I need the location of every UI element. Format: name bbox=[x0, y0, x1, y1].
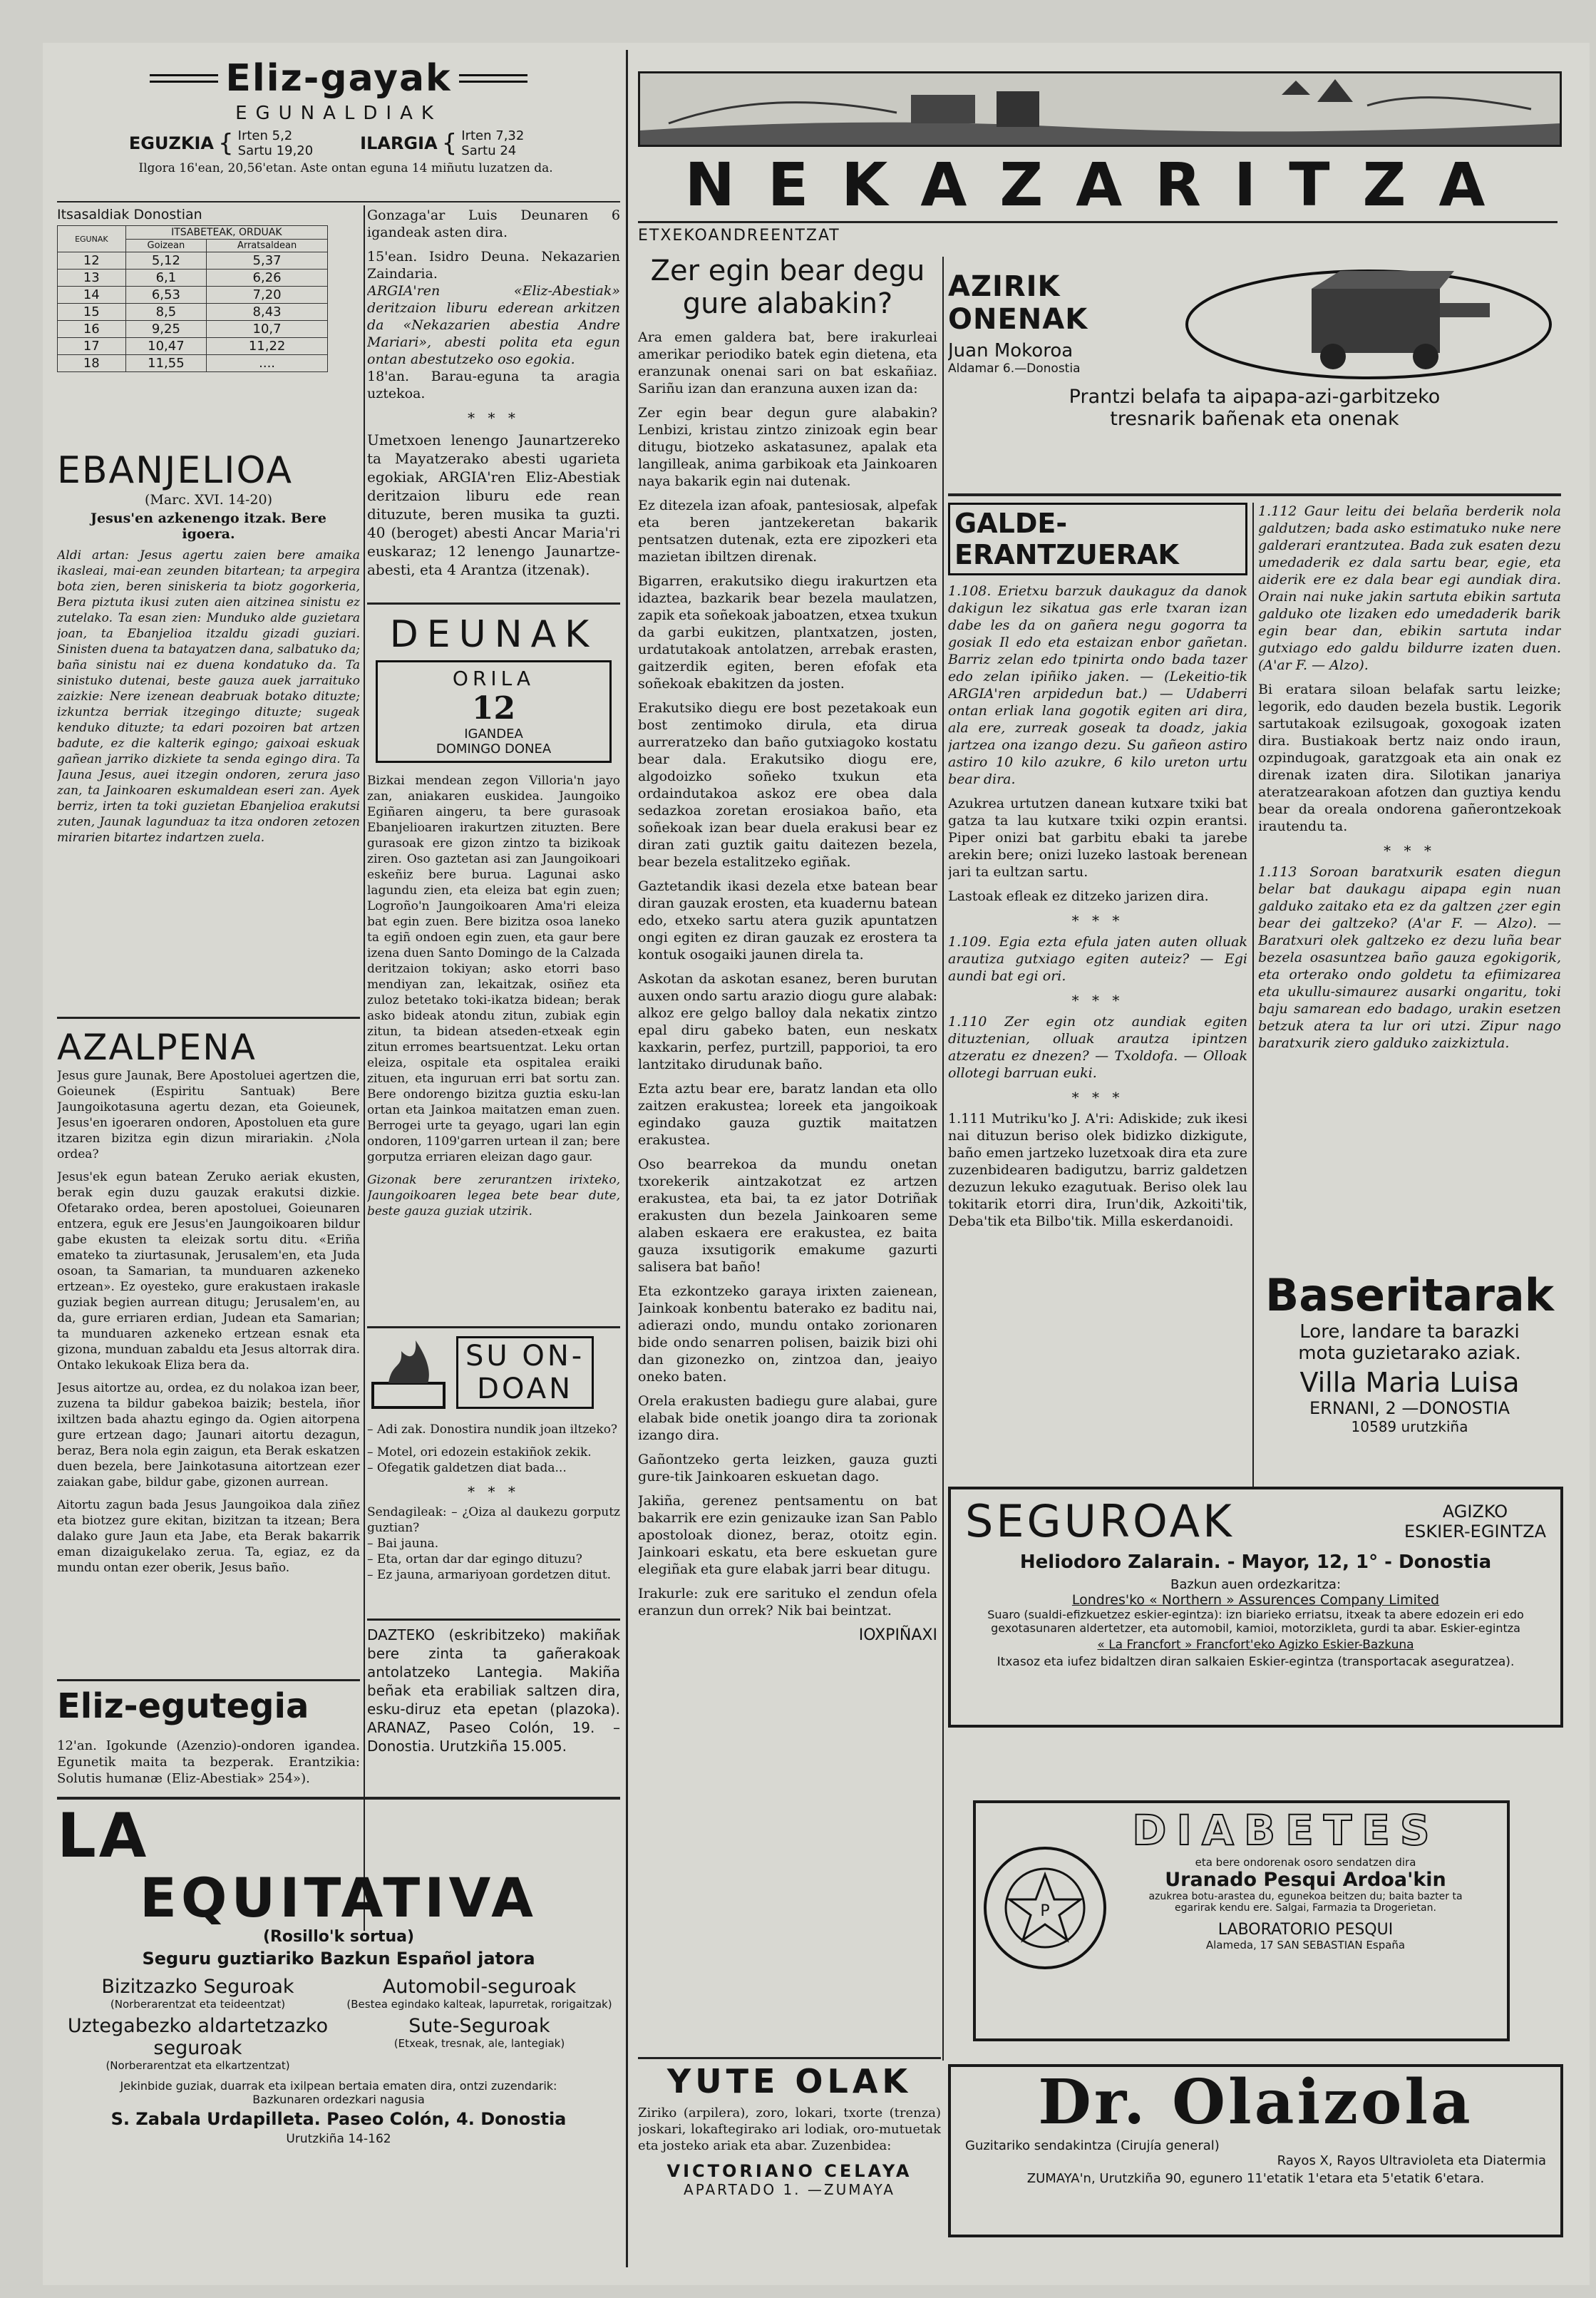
azirik-address: Aldamar 6.—Donostia bbox=[948, 361, 1081, 376]
elizgayak-section: Eliz-gayak EGUNALDIAK EGUZKIA { Irten 5,2 Sartu 19,20 ILARGIA { Irten 7,32 Sartu 24 Ilgora 16'ean, 20,56'etan. Aste ontan eguna 14 miñutu luzatzen da. bbox=[57, 57, 620, 228]
ilargia-label: ILARGIA bbox=[360, 133, 438, 153]
tide-row bbox=[58, 287, 328, 304]
suondoan-line-2: – Motel, ori edozein estakiñok zekik. bbox=[367, 1445, 592, 1460]
suondoan-box bbox=[456, 1336, 594, 1409]
azirik-ad bbox=[948, 260, 1561, 481]
yute-address: APARTADO 1. —ZUMAYA bbox=[684, 2181, 895, 2198]
eguzkia-sartu: Sartu 19,20 bbox=[237, 143, 314, 158]
seguroak-eskier: ESKIER-EGINTZA bbox=[1404, 1521, 1546, 1542]
olaizola-line-3: ZUMAYA'n, Urutzkiña 90, egunero 11'etatik 1'etara eta 5'etatik 6'etara. bbox=[1026, 2171, 1485, 2186]
elizegutegia-body: 12'an. Igokunde (Azenzio)-ondoren igandea. Egunetik maita ta bezperak. Erantzikia: Solutis humanæ (Eliz-Abestiak» 254»). bbox=[57, 1738, 360, 1786]
elizgayak-note: Ilgora 16'ean, 20,56'etan. Aste ontan eguna 14 miñutu luzatzen da. bbox=[138, 161, 553, 175]
etxekoandreentzat-label: ETXEKOANDREENTZAT bbox=[638, 227, 840, 245]
azalpena-body-2: Jesus'ek egun batean Zeruko aeriak ekusten, berak egin duzu gauzak erakutsi dizkie. Ofetarako ordea, beren apostoluei, Goieunaren entzera, eguk ere Jesus'en Jaungoikoaren bildur gabe ekusten ta eleizak sortu ditu. «Eriña emateko ta ziurtasunak, Jerusalem'en, eta Juda osoan, ta Samarian, ta munduaren azkeneko ertzean». Ez oyesteko, gure erakustaen irakasle guziak begien aurrean ditugu; Jerusalem'en, au da, gure erriaren erdian, Judean eta Samarian; ta munduaren azkeneko ertzean esnak eta gizona, munduan zabaldu eta Jesus altorrak dira. Ontako lekukoak Eliza bera da. bbox=[57, 1170, 360, 1373]
divider bbox=[57, 1797, 620, 1800]
tide-cell: 6,53 bbox=[125, 287, 207, 304]
equitativa-title: EQUITATIVA bbox=[140, 1866, 537, 1929]
tide-cell: 10,47 bbox=[125, 338, 207, 355]
seguroak-itxaso: Itxasoz eta iufez bidaltzen diran salkaien Eskier-egintza (transportacak aseguratzea). bbox=[997, 1655, 1515, 1669]
suondoan-line-1: – Adi zak. Donostira nundik joan iltzeko? bbox=[367, 1422, 618, 1437]
equitativa-tagline: Seguru guztiariko Bazkun Español jatora bbox=[142, 1949, 535, 1969]
baseritarak-line-1: Lore, landare ta barazki bbox=[1299, 1321, 1520, 1343]
tide-col-arr: Arratsaldean bbox=[207, 240, 328, 252]
tide-cell: 11,55 bbox=[125, 355, 207, 372]
equitativa-address: S. Zabala Urdapilleta. Paseo Colón, 4. Donostia bbox=[110, 2109, 567, 2129]
diabetes-address: Alameda, 17 SAN SEBASTIAN España bbox=[1205, 1939, 1406, 1951]
tide-cell: 14 bbox=[58, 287, 126, 304]
equitativa-right-2-sub: (Etxeak, tresnak, ale, lantegiak) bbox=[393, 2037, 565, 2050]
suondoan-line-3: – Ofegatik galdetzen diat bada... bbox=[367, 1461, 567, 1475]
tide-row bbox=[58, 252, 328, 270]
tide-cell: 8,5 bbox=[125, 304, 207, 321]
azirik-name: Juan Mokoroa bbox=[948, 340, 1074, 361]
article-body-9: Oso bearrekoa da mundu onetan txorekerik aintzakotzat ez artzen erakustea, eta bai, ta ez jator Dotriñak erakusten dun bezela Jainkoaren seme alaben eskaera ere erakustea, ez baita gauza ixsutigorik emakume gazurti salisera bat baño! bbox=[638, 1156, 937, 1275]
deunak-orila: ORILA bbox=[452, 667, 535, 690]
etxekoandreentzat-article bbox=[638, 227, 937, 2045]
yute-body: Ziriko (arpilera), zoro, lokari, txorte (trenza) joskari, lokaftegirako ari lodiak, oro-mutuetak eta josteko ariak eta abar. Zuzenbidea: bbox=[638, 2105, 941, 2153]
suondoan-line-4: Sendagileak: – ¿Oiza al daukezu gorputz guztian? bbox=[367, 1505, 620, 1535]
tide-cell: 5,37 bbox=[207, 252, 328, 270]
azirik-line-2: tresnarik bañenak eta onenak bbox=[1110, 408, 1399, 430]
olaizola-line-1: Guzitariko sendakintza (Cirujía general) bbox=[965, 2138, 1220, 2153]
azalpena-title: AZALPENA bbox=[57, 1027, 257, 1068]
ebanjelioa-section bbox=[57, 449, 360, 1020]
diabetes-line-2: azukrea botu-arastea du, egunekoa beitzen du; baita bazter ta egarirak kendu ere. Salgai, Farmazia ta Drogerietan. bbox=[1148, 1891, 1463, 1914]
diabetes-name: Uranado Pesqui Ardoa'kin bbox=[1165, 1869, 1446, 1891]
tide-cell: 18 bbox=[58, 355, 126, 372]
tide-cell: 5,12 bbox=[125, 252, 207, 270]
tide-cell: 13 bbox=[58, 270, 126, 287]
tide-cell: 12 bbox=[58, 252, 126, 270]
divider bbox=[638, 221, 1558, 223]
tide-row bbox=[58, 338, 328, 355]
diabetes-ad bbox=[973, 1800, 1510, 2041]
equitativa-right-2: Sute-Seguroak bbox=[408, 2015, 550, 2037]
umetzoen-text: Umetxoen lenengo Jaunartzereko ta Mayatzerako abesti ugarieta egokiak, ARGIA'ren Eliz-Abestiak deritzaion liburu ede rean dituzute, beren musika ta guzti. 40 (beroget) abesti Ancar Maria'ri euskaraz; 12 lenengo Jaunartze-abesti, eta 4 Arantza (itzenak). bbox=[367, 431, 620, 578]
ebanjelioa-head: Jesus'en azkenengo itzak. Bere igoera. bbox=[91, 511, 326, 542]
tide-cell: 6,26 bbox=[207, 270, 328, 287]
ebanjelioa-title: EBANJELIOA bbox=[57, 449, 294, 492]
tide-cell: .... bbox=[207, 355, 328, 372]
seguroak-address: Heliodoro Zalarain. - Mayor, 12, 1° - Donostia bbox=[1019, 1551, 1492, 1573]
diabetes-title: DIABETES bbox=[1132, 1806, 1440, 1855]
equitativa-note-2: Bazkunaren ordezkari nagusia bbox=[252, 2093, 425, 2106]
olaizola-ad bbox=[948, 2064, 1563, 2237]
galde-q1112: 1.112 Gaur leitu dei belaña berderik nola galdutzen; bada asko estimatuko nuke nere galderari erantzutea. Bada zuk esaten dezu umedaderik ez dala sartu bear, egie, eta aiderik ere ez dala bear egi aundiak dira. Orain nai nuke jakin sartuta ebikin sartuta galduko ote lizaken edo umedaderik barik egin bear dan, ebikin sartuta indar gutxiago edo galdu bildurre izaten duen. (A'ar F. — Alzo). bbox=[1258, 503, 1561, 673]
galde-column-left: GALDE-ERANTZUERAK 1.108. Erietxu barzuk daukaguz da danok dakigun lez sikatua gas erle txaran izan dabe les da on gañera negu gogorra ta gosiak Il edo eta estaizan enbor gañetan. Barriz zelan edo tpinirta ondo bada tazer edo zelan ipiñiko jaken. — (Lekeitio-tik ARGIA'ren arpidedun bat.) — Udaberri ontan erliak lana gogotik egiten ari dira, ala ere, zurreak goseak ta doadz, jakia jartzea ona izango dezu. Su gañeon astiro astiro 10 kilo azukre, 6 kilo ureton urtu bear dira. Azukrea urtutzen danean kutxare txiki bat gatza ta lau kutxare txiki ozpin erantsi. Piper onizi bat garbitu ebaki ta jarebe arekin bere; onizi luzeko lastoak berenean jari ta eultzan sartu. Lastoak efleak ez ditzeko jarizen dira. * * * 1.109. Egia ezta efula jaten auten olluak arautiza gutxiago egiten auteiz? — Egi aundi bat egi ori. * * * 1.110 Zer egin otz aundiak egiten dituztenian, olluak arautza ipintzen atzeratu ez dnezen? — Txoldofa. — Olloak ollotegi barruan euki. * * * 1.111 Mutriku'ko J. A'ri: Adiskide; zuk ikesi nai dituzun beriso olek bidizko dizkigute, baño emen jartzeko luzetxoak dira eta zure zuzenbidearen badigutzu, barriz galdetzen dezuzun lekuko ezagutuak. Beriso olek lau tokitarik etorri dira, Irun'dik, Azkoiti'tik, Deba'tik eta Bilbo'tik. Milla eskerdanoidi. bbox=[948, 503, 1247, 1494]
divider bbox=[57, 1017, 360, 1019]
azirik-title: AZIRIK ONENAK bbox=[948, 270, 1088, 336]
dazteko-text: DAZTEKO (eskribitzeko) makiñak bere zinta ta gañerakoak antolatzeko Lantegia. Makiña beñak eta erabiliak saltzen dira, esku-diruz eta epetan (plazoka). ARANAZ, Paseo Colón, 19. – Donostia. Urutzkiña 15.005. bbox=[367, 1626, 620, 1755]
equitativa-left-1: Bizitzazko Seguroak bbox=[101, 1976, 294, 1998]
olaizola-title: Dr. Olaizola bbox=[1038, 2066, 1473, 2138]
baseritarak-name: Villa Maria Luisa bbox=[1299, 1367, 1520, 1398]
equitativa-ad bbox=[57, 1804, 620, 2246]
tide-cell: 16 bbox=[58, 321, 126, 338]
divider bbox=[1252, 503, 1254, 1487]
divider bbox=[638, 2057, 941, 2059]
article-body-7: Askotan da askotan esanez, beren burutan auxen ondo sartu arazio diogu gure alabak: alkoz ere gelgo balloy dala nekatix zintzo epal diru gabeko baten, eun neskatx kaxkarin, perfez, purtzill, papporioi, ta ero lantzitako dirudunak baño. bbox=[638, 971, 937, 1072]
divider bbox=[367, 602, 620, 605]
azalpena-body-3: Jesus aitortze au, ordea, ez du nolakoa izan beer, zuzena ta bildur gabekoa baizik; bestela, iñor ixiltzen bada ahaztu egingo da. Ogien aitorpena gure ertzean dago; Jaunari aitortu dezagun, beraz, Bera nola egin zaigun, eta Berak eskatzen duen bezela, bere Jainkotasuna aitortzean ezer zaiakan gabe, bildur gabe, gizonen aurrean. bbox=[57, 1381, 360, 1489]
diabetes-line-1: eta bere ondorenak osoro sendatzen dira bbox=[1195, 1856, 1416, 1869]
olaizola-line-2: Rayos X, Rayos Ultravioleta eta Diatermia bbox=[1277, 2153, 1546, 2168]
tide-cell: 9,25 bbox=[125, 321, 207, 338]
deunak-section bbox=[367, 613, 620, 1369]
article-body-11: Orela erakusten badiegu gure alabai, gure elabak bide onetik joango dira ta zorionak izango dira. bbox=[638, 1393, 937, 1443]
seed-cleaner-machine-image bbox=[1183, 260, 1554, 381]
baseritarak-ad bbox=[1258, 1269, 1561, 1490]
tide-cell: 15 bbox=[58, 304, 126, 321]
galde-q1112b: Bi eratara siloan belafak sartu leizke; legorik, edo dauden bezela bustik. Legorik sartutakoak ezilsugoak, goxogoak izaten dira. Bustiakoak bertz naiz ondo iraun, ozpindugoak, garatzgoak eta ain onak ez direnak izaten dira. Silotikan janariya ateratzearakoan afotzen dan guztiya kendu bear da oreala ondorena gañerontzekoak irautendu ta. bbox=[1258, 682, 1561, 834]
eguzkia-label: EGUZKIA bbox=[128, 133, 214, 153]
dazteko-ad bbox=[367, 1626, 620, 1797]
suondoan-title-2: DOAN bbox=[477, 1373, 574, 1405]
suondoan-title-1: SU ON- bbox=[465, 1340, 585, 1373]
seguroak-suaro: Suaro (sualdi-efizkuetzez eskier-egintza): izn biarieko erriatsu, itxeak ta abere edozein eri edo gexotasunaren aldertetzer, eta automobil, kamioi, motorzikleta, gurdi ta abar. Eskier-egintza bbox=[987, 1608, 1524, 1635]
baseritarak-address: ERNANI, 2 —DONOSTIA bbox=[1309, 1398, 1510, 1418]
tide-col-egunak: EGUNAK bbox=[58, 226, 126, 252]
tide-cell: 11,22 bbox=[207, 338, 328, 355]
galde-q1113: 1.113 Soroan baratxurik esaten diegun belar bat daukagu aipapa egin nuan galduko zaitako eta ez da galtzen ¿zer egin bear dei galtzeko? (A'ar F. — Alzo). — Baratxuri olek galtzeko ez dezu luña bear bezela osasuntzea baño gauza egokigorik, eta orterako ondo goldetu ta efiimizarea eta ukullu-simaurez ausarki ongaritu, toki baju samarean edo badago, urakin esetzen betzuk atera ta lur ori utzi. Zipur nago baratxurik ziero galduko zaizkiztula. bbox=[1258, 864, 1561, 1051]
yute-name: VICTORIANO CELAYA bbox=[666, 2161, 912, 2181]
suondoan-line-6: – Eta, ortan dar dar egingo dituzu? bbox=[367, 1552, 582, 1566]
article-body-13: Jakiña, gerenez pentsamentu on bat bakarrik ere ezin genizauke izan San Pablo apostoloak dionez, beraz, otoitz egin. Jainkoari eskatu, eta bere eskuetan gure elegiñak eta gure elabak jarri bear ditugu. bbox=[638, 1493, 937, 1577]
tide-row bbox=[58, 270, 328, 287]
equitativa-right-1: Automobil-seguroak bbox=[382, 1976, 577, 1998]
fire-icon bbox=[367, 1333, 449, 1412]
galde-title: GALDE-ERANTZUERAK bbox=[948, 503, 1247, 575]
divider bbox=[57, 1679, 360, 1681]
ebanjelioa-ref: (Marc. XVI. 14-20) bbox=[144, 492, 272, 508]
ilargia-irten: Irten 7,32 bbox=[461, 128, 525, 143]
equitativa-left-2: Uztegabezko aldartetzazko seguroak bbox=[67, 2015, 329, 2059]
equitativa-sortua: (Rosillo'k sortua) bbox=[262, 1928, 415, 1946]
article-body-10: Eta ezkontzeko garaya irixten zaienean, Jainkoak konbentu baterako ez baditu nai, adierazi ondo, mundu ontako zorionaren bide ondo senarren polisen, baizik bizi ohi dan gizonezko on, zintzoa dan, jeaiyo oneko baten. bbox=[638, 1283, 937, 1385]
deunak-day: 12 bbox=[471, 690, 516, 727]
seguroak-london: Londres'ko « Northern » Assurences Company Limited bbox=[1071, 1592, 1440, 1608]
article-body-4: Bigarren, erakutsiko diegu irakurtzen eta idaztea, bazkarik bear bezela maulatzen, zapik eta soñekoak jaboatzen, etxea txukun da garbi eukitzen, plantxatzen, josten, urdatutakoak antolatzen, arrebak erasten, gaitzerdik egiten, beren efofak eta soñekoak ebakitzen da josten. bbox=[638, 573, 937, 692]
nekazaritza-title: NEKAZARITZA bbox=[684, 150, 1518, 220]
divider bbox=[626, 50, 628, 2267]
eguzkia-irten: Irten 5,2 bbox=[237, 128, 293, 143]
article-body-3: Ez ditezela izan afoak, pantesiosak, alpefak eta beren jantzekeretan bakarik pentsatzen dutenak, ezta ere zipozkeri eta mazietan ibiltzen direnak. bbox=[638, 498, 937, 565]
tide-row bbox=[58, 355, 328, 372]
galde-azukrea: Azukrea urtutzen danean kutxare txiki bat gatza ta lau kutxare txiki ozpin erantsi. Piper onizi bat garbitu ebaki ta jarebe arekin bere; onizi luzeko lastoak berenean jari ta eultzan sartu. bbox=[948, 796, 1247, 880]
tide-cell: 8,43 bbox=[207, 304, 328, 321]
ilargia-sartu: Sartu 24 bbox=[461, 143, 517, 158]
seguroak-ordez: Bazkun auen ordezkaritza: bbox=[1170, 1577, 1342, 1592]
seguroak-agizko: AGIZKO bbox=[1442, 1501, 1508, 1522]
tide-row bbox=[58, 304, 328, 321]
egunaldiak-label: EGUNALDIAK bbox=[235, 103, 442, 124]
deunak-closing: Gizonak bere zerurantzen irixteko, Jaungoikoaren legea bete bear dute, beste gauza guziak utzirik. bbox=[367, 1173, 620, 1219]
divider bbox=[57, 201, 620, 202]
suondoan-section: SU ON- DOAN – Adi zak. Donostira nundik joan iltzeko? – Motel, ori edozein estakiñok zekik. – Ofegatik galdetzen diat bada... * * * Sendagileak: – ¿Oiza al daukezu gorputz guztian? – Bai jauna. – Eta, ortan dar dar egingo dituzu? – Ez jauna, armariyoan gordetzen ditut. bbox=[367, 1333, 620, 1633]
deunak-body: Bizkai mendean zegon Villoria'n jayo zan, aniakaren euskidea. Jaungoiko Egiñaren aingeru, ta bere gurasoak Ebanjelioaren irakurtzen zituzten. Bere gurasoak ere gizon zintzo ta bizikoak ziren. Oso gaztetan asi zan Jaungoikoari eskeñiz bere burua. Lagunai asko lagundu zien, eta eleiza bat egin zuen; Logroño'n Jaungoikoaren Ama'ri eleiza bat egin zuen. Bere bizitza osoa laneko ta egiñ ondoen egin zuen, eta gaur bere izena duen Santo Domingo de la Calzada deritzaion tokiyan; asko etorri baso mendiyan zan, lekaitzak, osiñez eta zuloz betetako toki-ikatza bidean; berak asko bideak atondu zitun, zubiak egin zitun, ta bidean atseden-etxeak egin zitun erromes beartsuentzat. Leku ortan eleiza, ospitale eta ospitalea eraiki zituen, eta inguruan erri bat sortu zan. Bere ondorengo bizitza guztia esku-lan ortan eta Jainkoa maitatzen eman zuen. Berrogei urte ta geyago, ugari lan egin ondoren, 1109'garren urtean il zan; bere gorputza erriaren eleizan dago gaur. bbox=[367, 774, 620, 1164]
tide-header: ITSABETEAK, ORDUAK bbox=[125, 226, 327, 240]
article-body-1: Ara emen galdera bat, bere irakurleai amerikar periodiko batek egin dietena, eta eranzunak onenai sari on bat eskañiaz. Sariñu izan dan eranzuna auxen izan da: bbox=[638, 329, 937, 396]
argia-text: ARGIA'ren «Eliz-Abestiak» deritzaion liburu ederean arkitzen da «Nekazarien abestia Andre Mariari», abesti polita eta egun ontan abestutzeko oso egokia. bbox=[367, 283, 620, 367]
elizgayak-notes: Gonzaga'ar Luis Deunaren 6 igandeak asten dira. 15'ean. Isidro Deuna. Nekazarien Zaindaria. ARGIA'ren «Eliz-Abestiak» deritzaion liburu ederean arkitzen da «Nekazarien abestia Andre Mariari», abesti polita eta egun ontan abestutzeko oso egokia. 18'an. Barau-eguna ta aragia uztekoa. * * * Umetxoen lenengo Jaunartzereko ta Mayatzerako abesti ugarieta egokiak, ARGIA'ren Eliz-Abestiak deritzaion liburu ede rean dituzute, beren musika ta guzti. 40 (beroget) abesti Ancar Maria'ri euskaraz; 12 lenengo Jaunartze-abesti, eta 4 Arantza (itzenak). bbox=[367, 207, 620, 578]
divider bbox=[367, 1326, 620, 1328]
seguroak-title: SEGUROAK bbox=[965, 1495, 1235, 1547]
equitativa-left-1-sub: (Norberarentzat eta teideentzat) bbox=[110, 1998, 286, 2011]
tide-col-goiz: Goizean bbox=[125, 240, 207, 252]
divider bbox=[948, 493, 1561, 496]
article-body-2: Zer egin bear degun gure alabakin? Lenbizi, kristau zintzo zinizoak egin bear ditugu, biotzeko askatasunez, apalak eta langilleak, anima garbikoak eta Jainkoaren naya bakarik egin nai dutenak. bbox=[638, 405, 937, 489]
seguroak-ad bbox=[948, 1487, 1563, 1728]
newspaper-page bbox=[43, 43, 1590, 2285]
barau-text: 18'an. Barau-eguna ta aragia uztekoa. bbox=[367, 369, 620, 401]
tide-cell: 6,1 bbox=[125, 270, 207, 287]
galde-q1111: 1.111 Mutriku'ko J. A'ri: Adiskide; zuk ikesi nai dituzun beriso olek bidizko dizkigute, baño emen jartzeko luzetxoak dira eta zure zuzenbidearen badigutzu, barriz galdetzen dezuzun lekuko ezagutuak. Beriso olek lau tokitarik etorri dira, Irun'dik, Azkoiti'tik, Deba'tik eta Bilbo'tik. Milla eskerdanoidi. bbox=[948, 1111, 1247, 1229]
azalpena-body-4: Aitortu zagun bada Jesus Jaungoikoa dala ziñez eta biotzez gure ekitan, bizitzan ta itzean; Bera dalako gure Jaun eta Jabe, eta Berak bakarrik eman dizaigukelako zerua. Ta, egiaz, ez da mundu ontan ezer oberik, Jesus baño. bbox=[57, 1498, 360, 1575]
equitativa-right-1-sub: (Bestea egindako kalteak, lapurretak, rorigaitzak) bbox=[346, 1998, 612, 2011]
tide-cell: 7,20 bbox=[207, 287, 328, 304]
deunak-title: DEUNAK bbox=[389, 613, 598, 656]
tide-cell: 10,7 bbox=[207, 321, 328, 338]
article-body-14: Irakurle: zuk ere sarituko el zendun ofela eranzun dun orrek? Nik bai beintzat. bbox=[638, 1586, 937, 1619]
diabetes-seal bbox=[983, 1846, 1108, 1971]
galde-lastoak: Lastoak efleak ez ditzeko jarizen dira. bbox=[948, 888, 1209, 904]
equitativa-left-2-sub: (Norberarentzat eta elkartzentzat) bbox=[105, 2059, 290, 2072]
svg-text:P: P bbox=[1040, 1902, 1050, 1920]
article-question: Zer egin bear degu gure alabakin? bbox=[650, 255, 925, 320]
isidro-text: 15'ean. Isidro Deuna. Nekazarien Zaindaria. bbox=[367, 249, 620, 282]
article-body-8: Ezta aztu bear ere, baratz landan eta ollo zaitzen erakustea; loreek eta jangoikoak egindako gauza guztik maitatzen erakustea. bbox=[638, 1081, 937, 1148]
galde-q1109: 1.109. Egia ezta efula jaten auten olluak arautiza gutxiago egiten auteiz? — Egi aundi bat egi ori. bbox=[948, 934, 1247, 984]
article-body-5: Erakutsiko diegu ere bost pezetakoak eun bost zentimoko dirula, eta dirua aurreratzeko dan baño gutxiagoko kostatu bear dala. Erakutsiko diogu ere, algodoizko soñeko txukun eta ordaindutakoa askoz ere obea dala sedazkoa zoretan erosiakoa baño, eta soñekoak izan bear duela erakusi bear ez diran zati guztik gaitu daitezen bezela, bear bezela estalitzeko egiñak. bbox=[638, 700, 937, 870]
galde-q1108: 1.108. Erietxu barzuk daukaguz da danok dakigun lez sikatua gas erle txaran izan dabe les da on gañera negu gogorra ta gosiak Il edo eta estaizan enbor gañetan. Barriz zelan edo tpinirta ondo bada tazer edo zelan ipiñiko jaken. — (Lekeitio-tik ARGIA'ren arpidedun bat.) — Udaberri ontan erliak lana gogotik egiten ari dira, ala ere, zurreak goseak ta doadz, jakia jartzea ona izango dezu. Su gañeon astiro astiro 10 kilo azukre, 6 kilo ureton urtu bear dira. bbox=[948, 583, 1247, 787]
equitativa-note-1: Jekinbide guziak, duarrak eta ixilpean bertaia ematen dira, ontzi zuzendarik: bbox=[120, 2079, 557, 2093]
article-body-12: Gañontzeko gerta leizken, gauza guzti gure-tik Jainkoaren eskuetan dago. bbox=[638, 1452, 937, 1484]
azalpena-body-1: Jesus gure Jaunak, Bere Apostoluei agertzen die, Goieunek (Espiritu Santuak) Bere Jaungoikotasuna agertu dezan, eta Goieunek, Jesus'en igoeraren ondoren, Apostoluen eta gure itzaren bizitza egin dizun mirariakin. ¿Nola ordea? bbox=[57, 1069, 360, 1161]
elizgayak-title: Eliz-gayak bbox=[225, 57, 452, 100]
equitativa-la: LA bbox=[57, 1804, 150, 1872]
tide-row bbox=[58, 321, 328, 338]
yute-ad bbox=[638, 2062, 941, 2247]
article-body-6: Gaztetandik ikasi dezela etxe batean bear diran gauzak erosten, eta kuadernu batean edo, etxeko sartu atera guzik apuntatzen ongi egiten ez diran gauzak ez erostera ta kontuk osogaiki jaunen direla ta. bbox=[638, 878, 937, 963]
seguroak-france: « La Francfort » Francfort'eko Agizko Eskier-Bazkuna bbox=[1097, 1638, 1414, 1652]
gonzaga-text: Gonzaga'ar Luis Deunaren 6 igandeak asten dira. bbox=[367, 207, 620, 240]
suondoan-line-5: – Bai jauna. bbox=[367, 1537, 439, 1551]
deunak-saint: DOMINGO DONEA bbox=[436, 742, 552, 756]
baseritarak-phone: 10589 urutzkiña bbox=[1351, 1418, 1468, 1435]
tide-table bbox=[57, 225, 328, 372]
galde-column-right: 1.112 Gaur leitu dei belaña berderik nola galdutzen; bada asko estimatuko nuke nere galderari erantzutea. Bada zuk esaten dezu umedaderik ez dala sartu bear, egie, eta aiderik ere ez dala bear egi aundiak dira. Orain nai nuke jakin sartuta ebikin sartuta galduko ote lizaken edo umedaderik barik egin bear dan, ebikin sartuta indar gutxiago edo galdu bildurre izaten duen. (A'ar F. — Alzo). Bi eratara siloan belafak sartu leizke; legorik, edo dauden bezela bustik. Legorik sartutakoak ezilsugoak, goxogoak izaten dira. Bustiakoak bertz naiz ondo iraun, ozpindugoak, garatzgoak eta ain onak ez direnak izaten dira. Silotikan janariya ateratzearakoan afotzen dan guztiya kendu bear da oreala ondorena gañerontzekoak irautendu ta. * * * 1.113 Soroan baratxurik esaten diegun belar bat daukagu aipapa egin nuan galduko zaitako eta ez da galtzen ¿zer egin bear dei galtzeko? (A'ar F. — Alzo). — Baratxuri olek galtzeko ez dezu luña bear bezela osasuntzea baño gauza egokigorik, eta orterako ondo goldetu ta efiimizarea eta ukullu-simaurez ausarki ongaritu, toki baju samarean edo badago, urakin esetzen betzuk atera ta lur ori utzi. Zipur nago baratxurik ziero galduko zaizkiztula. bbox=[1258, 503, 1561, 1051]
galde-q1110: 1.110 Zer egin otz aundiak egiten dituztenian, olluak arautza ipintzen atzeratu ez dnezen? — Txoldofa. — Olloak ollotegi barruan euki. bbox=[948, 1014, 1247, 1081]
deunak-date-box bbox=[376, 660, 612, 763]
divider bbox=[942, 257, 944, 2061]
baseritarak-title: Baseritarak bbox=[1265, 1269, 1554, 1321]
tide-cell: 17 bbox=[58, 338, 126, 355]
azirik-line-1: Prantzi belafa ta aipapa-azi-garbitzeko bbox=[1069, 386, 1441, 408]
divider bbox=[364, 205, 365, 1931]
deunak-igandea: IGANDEA bbox=[464, 727, 523, 742]
elizegutegia-title: Eliz-egutegia bbox=[57, 1686, 309, 1726]
yute-title: YUTE OLAK bbox=[666, 2062, 912, 2100]
ebanjelioa-body: Aldi artan: Jesus agertu zaien bere amaika ikasleai, mai-ean zeunden bitartean; ta arpegira bota zien, beren siniskeria ta biotz gogorkeria, Bera piztuta ikusi zuten aien aitzinea sinistu ez zutelako. Ta esan zien: Munduko alde guzietara joan, ta Ebanjelioa itzaldu gizadi guziari. Sinisten duena ta batayatzen dana, salbatuko da; baña sinistu nai ez duena kondatuko da. Ta sinistuko dutenai, beste gauza auek jarraituko zaizkie: Nere izenean deabruak botako dituzte; izkuntza berriak itzegingo dituzte; sugeak kenduko dituzte; ta edari pozoiren bat artzen badute, ez die kalterik egingo; gaixoai eskuak gañean jarriko dizkiete ta senda egingo dira. Ta Jauna Jesus, auei itzegin ondoren, zerura jaso zan, ta Jainkoaren eskumaldean eseri zan. Ayek berriz, irten ta toki guzietan Ebanjelioa erakutsi zuten, Jaunak lagunduaz ta itza ondoren zetozen mirarien bitartez indartzen zuela. bbox=[57, 548, 360, 845]
tide-title: Itsasaldiak Donostian bbox=[57, 207, 202, 222]
diabetes-lab: LABORATORIO PESQUI bbox=[1217, 1921, 1394, 1939]
baseritarak-line-2: mota guzietarako aziak. bbox=[1298, 1343, 1521, 1364]
equitativa-phone: Urutzkiña 14-162 bbox=[286, 2132, 391, 2146]
article-signature: IOXPIÑAXI bbox=[858, 1626, 937, 1644]
nekazaritza-illustration bbox=[638, 71, 1562, 147]
tide-section bbox=[57, 207, 328, 442]
divider bbox=[367, 1619, 620, 1621]
suondoan-line-7: – Ez jauna, armariyoan gordetzen ditut. bbox=[367, 1568, 612, 1582]
